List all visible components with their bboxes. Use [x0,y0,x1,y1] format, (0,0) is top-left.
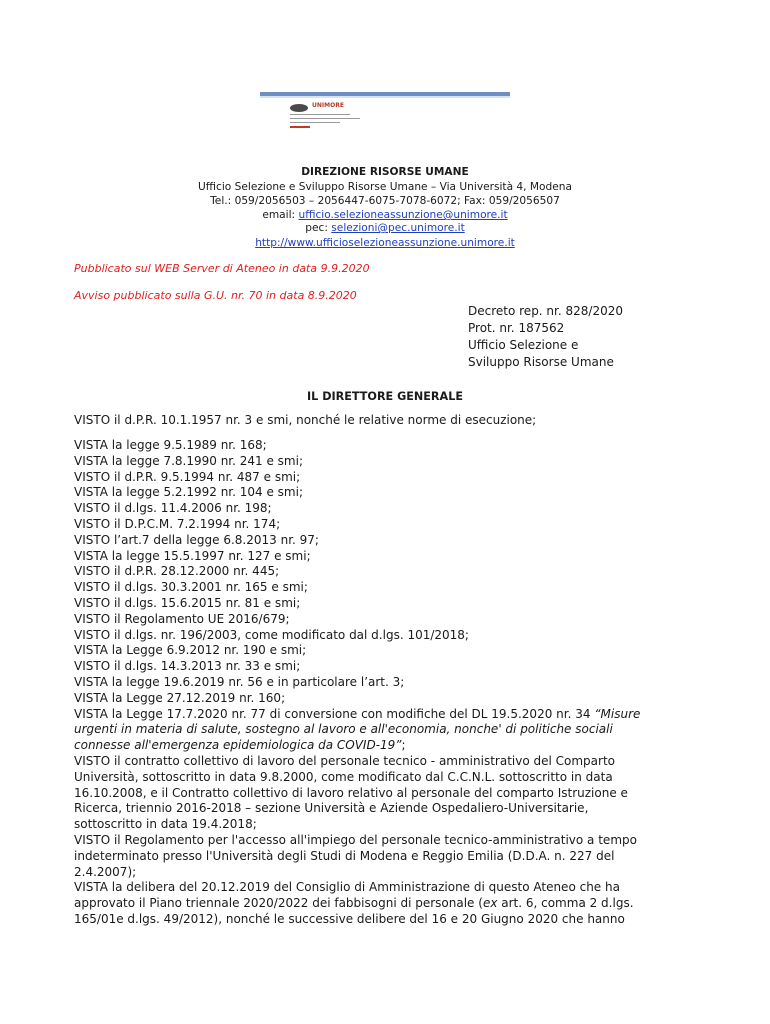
contract-line: 16.10.2008, e il Contratto collettivo di lavoro relativo al personale del comparto Istruzione e [74,785,628,800]
covid-quote: “Misure [594,706,641,721]
recital-line: VISTO il d.lgs. 30.3.2001 nr. 165 e smi; [74,580,308,595]
decree-office-2: Sviluppo Risorse Umane [468,355,614,369]
recital-line: VISTA la legge 7.8.1990 nr. 241 e smi; [74,453,303,468]
document-title: IL DIRETTORE GENERALE [307,390,463,403]
recital-line: VISTA la legge 19.6.2019 nr. 56 e in particolare l’art. 3; [74,674,405,689]
decree-block [468,303,623,371]
recital-line: VISTO il d.P.R. 10.1.1957 nr. 3 e smi, nonché le relative norme di esecuzione; [74,413,537,427]
contract-line: sottoscritto in data 19.4.2018; [74,817,257,832]
office-pec [0,221,770,235]
resolution-line [74,896,696,912]
contract-line: Ricerca, triennio 2016-2018 – sezione Università e Aziende Ospedaliero-Universitarie, [74,801,589,816]
regulation-line: indeterminato presso l'Università degli Studi di Modena e Reggio Emilia (D.D.A. n. 227 del [74,848,615,863]
resolution-text: art. 6, comma 2 d.lgs. [497,896,634,911]
recital-line: VISTO il d.lgs. nr. 196/2003, come modificato dal d.lgs. 101/2018; [74,627,469,642]
recital-line: VISTA la legge 5.2.1992 nr. 104 e smi; [74,485,303,500]
pec-label: pec: [305,222,332,234]
covid-quote: urgenti in materia di salute, sostegno al lavoro e all'economia, nonche' di politiche sociali [74,722,613,737]
email-label: email: [262,209,299,221]
covid-recital-line-2 [74,722,696,738]
recital-line: VISTO il d.lgs. 15.6.2015 nr. 81 e smi; [74,595,301,610]
covid-text: ; [401,738,406,753]
recital-line: VISTA la legge 15.5.1997 nr. 127 e smi; [74,548,311,563]
office-phone: Tel.: 059/2056503 – 2056447-6075-7078-6072; Fax: 059/2056507 [210,195,560,207]
first-recital [74,413,696,429]
recital-line: VISTO il d.P.R. 9.5.1994 nr. 487 e smi; [74,469,301,484]
emblem-icon [290,104,308,112]
website-link[interactable]: http://www.ufficioselezioneassunzione.unimore.it [255,237,515,249]
recital-line: VISTA la Legge 27.12.2019 nr. 160; [74,690,286,705]
publication-web: Pubblicato sul WEB Server di Ateneo in data 9.9.2020 [74,262,370,275]
office-unit: Ufficio Selezione e Sviluppo Risorse Umane – Via Università 4, Modena [198,181,572,193]
office-email [0,208,770,222]
covid-recital-line-3 [74,738,696,754]
contract-line: VISTO il contratto collettivo di lavoro del personale tecnico - amministrativo del Comparto [74,753,616,768]
decree-prot: Prot. nr. 187562 [468,321,565,335]
resolution-text: approvato il Piano triennale 2020/2022 dei fabbisogni di personale ( [74,896,483,911]
recital-line: VISTO l’art.7 della legge 6.8.2013 nr. 97; [74,532,319,547]
recital-line: VISTA la Legge 6.9.2012 nr. 190 e smi; [74,643,307,658]
university-logo: UNIMORE [260,92,510,144]
recital-line: VISTO il d.lgs. 14.3.2013 nr. 33 e smi; [74,659,301,674]
covid-recital-line-1 [74,707,696,723]
decree-office-1: Ufficio Selezione e [468,338,579,352]
recitals [74,438,696,928]
recital-line: VISTO il d.P.R. 28.12.2000 nr. 445; [74,564,280,579]
contract-line: Università, sottoscritto in data 9.8.2000, come modificato dal C.C.N.L. sottoscritto in data [74,769,613,784]
pec-link[interactable]: selezioni@pec.unimore.it [331,222,465,234]
publication-gu: Avviso pubblicato sulla G.U. nr. 70 in data 8.9.2020 [74,289,357,302]
office-name: DIREZIONE RISORSE UMANE [301,166,469,178]
regulation-line: VISTO il Regolamento per l'accesso all'impiego del personale tecnico-amministrativo a tempo [74,832,637,847]
recital-line: VISTO il d.lgs. 11.4.2006 nr. 198; [74,501,272,516]
regulation-line: 2.4.2007); [74,864,137,879]
covid-quote: connesse all'emergenza epidemiologica da COVID-19” [74,738,402,753]
resolution-line: VISTA la delibera del 20.12.2019 del Consiglio di Amministrazione di questo Ateneo che ha [74,880,620,895]
recital-line: VISTO il D.P.C.M. 7.2.1994 nr. 174; [74,516,281,531]
email-link[interactable]: ufficio.selezioneassunzione@unimore.it [298,209,508,221]
resolution-italic: ex [482,896,498,911]
recital-line: VISTO il Regolamento UE 2016/679; [74,611,290,626]
office-website [0,236,770,250]
covid-text: VISTA la Legge 17.7.2020 nr. 77 di conversione con modifiche del DL 19.5.2020 nr. 34 [74,706,595,721]
resolution-line: 165/01e d.lgs. 49/2012), nonché le successive delibere del 16 e 20 Giugno 2020 che hanno [74,911,625,926]
recital-line: VISTA la legge 9.5.1989 nr. 168; [74,438,267,452]
decree-rep: Decreto rep. nr. 828/2020 [468,304,623,318]
